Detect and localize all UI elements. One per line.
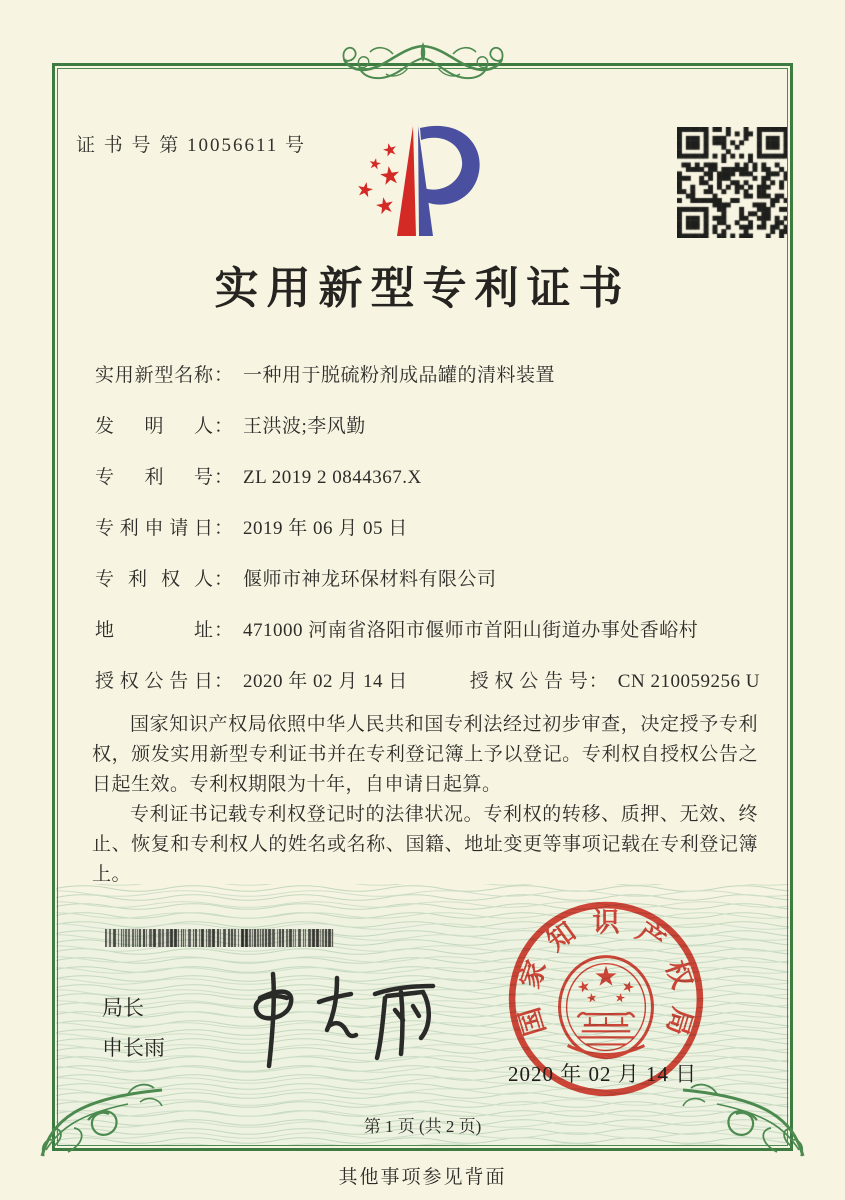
seal-date: 2020 年 02 月 14 日 (508, 1062, 698, 1086)
page-number: 第 1 页 (共 2 页) (363, 1117, 482, 1136)
field-row-inventor: 发 明 人 ： 王洪波;李风勤 (95, 413, 765, 441)
field-row-grant-no: 授 权 公 告 号 ： CN 210059256 U (470, 668, 760, 696)
field-row-patent-no: 专 利 号 ： ZL 2019 2 0844367.X (95, 464, 765, 492)
seal-char: 权 (660, 956, 698, 993)
field-value: 偃师市神龙环保材料有限公司 (243, 569, 497, 590)
field-list (95, 362, 765, 719)
field-label: 专 利 权 人 (95, 569, 213, 590)
field-label: 专 利 号 (95, 467, 213, 488)
field-value: ZL 2019 2 0844367.X (243, 467, 422, 488)
field-label: 授 权 公 告 日 (95, 671, 213, 692)
field-label: 授 权 公 告 号 (469, 671, 588, 692)
barcode (105, 929, 337, 947)
field-value: 471000 河南省洛阳市偃师市首阳山街道办事处香峪村 (243, 620, 699, 641)
seal-char: 产 (630, 916, 671, 957)
field-value: CN 210059256 U (617, 671, 760, 692)
field-row-grant-date: 授 权 公 告 日 ： 2020 年 02 月 14 日 授 权 公 告 号 ： CN 210059256 U (95, 668, 765, 696)
field-value: 王洪波;李风勤 (243, 416, 366, 437)
field-label: 专 利 申 请 日 (95, 518, 213, 539)
cnipa-logo-icon (338, 118, 490, 246)
seal-char: 局 (661, 1003, 698, 1039)
field-row-address: 地 址 ： 471000 河南省洛阳市偃师市首阳山街道办事处香峪村 (95, 617, 765, 645)
commissioner-name: 申长雨 (102, 1036, 165, 1060)
legal-paragraph-1: 国家知识产权局依照中华人民共和国专利法经过初步审查，决定授予专利权，颁发实用新型专利证书并在专利登记簿上予以登记。专利权自授权公告之日起生效。专利权期限为十年，自申请日起算。 (92, 714, 758, 795)
field-row-patentee: 专 利 权 人 ： 偃师市神龙环保材料有限公司 (95, 566, 765, 594)
legal-text (92, 710, 758, 890)
certificate-number: 证 书 号 第 10056611 号 (76, 135, 307, 156)
commissioner-signature (225, 968, 455, 1073)
floral-ornament-top-icon (298, 34, 548, 90)
certificate-title: 实用新型专利证书 (214, 264, 631, 313)
commissioner-title: 局长 (102, 996, 144, 1020)
seal-char: 知 (541, 916, 582, 957)
field-value: 2019 年 06 月 05 日 (243, 518, 408, 539)
field-label: 实 用 新 型 名 称 (95, 365, 213, 386)
back-note: 其他事项参见背面 (338, 1167, 507, 1188)
field-value: 2020 年 02 月 14 日 (243, 671, 408, 692)
field-label: 发 明 人 (95, 416, 213, 437)
seal-char: 家 (514, 956, 552, 993)
qr-code (677, 127, 788, 238)
seal-char: 识 (592, 907, 620, 938)
field-row-filing-date: 专 利 申 请 日 ： 2019 年 06 月 05 日 (95, 515, 765, 543)
field-value: 一种用于脱硫粉剂成品罐的清料装置 (243, 365, 556, 386)
seal-char: 国 (514, 1003, 551, 1039)
field-label: 地 址 (95, 620, 213, 641)
legal-paragraph-2: 专利证书记载专利权登记时的法律状况。专利权的转移、质押、无效、终止、恢复和专利权人的姓名或名称、国籍、地址变更等事项记载在专利登记簿上。 (92, 804, 758, 885)
signoff-block (102, 988, 165, 1068)
field-row-name: 实 用 新 型 名 称 ： 一种用于脱硫粉剂成品罐的清料装置 (95, 362, 765, 390)
floral-ornament-bottom-left-icon (36, 1058, 168, 1160)
